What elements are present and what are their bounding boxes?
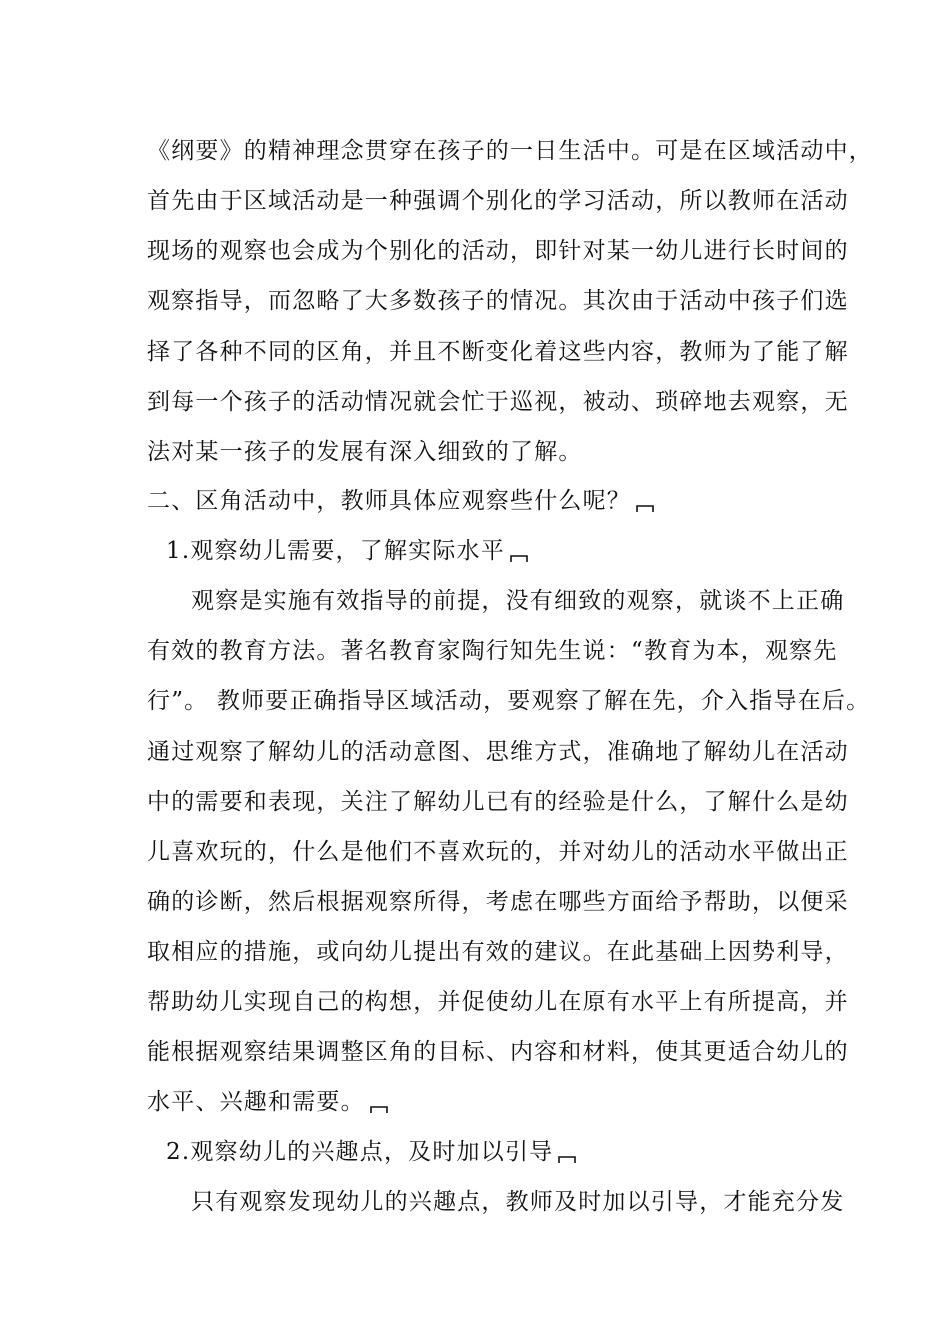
- subheading-2-text: 2.观察幼儿的兴趣点，及时加以引导: [166, 1139, 554, 1165]
- subheading-1: [166, 536, 529, 566]
- text-line-12: 行”。 教师要正确指导区域活动，要观察了解在先，介入指导在后。: [147, 688, 871, 714]
- subheading-1-text: 1.观察幼儿需要，了解实际水平: [166, 538, 505, 564]
- text-line-16: 确的诊断，然后根据观察所得，考虑在哪些方面给予帮助，以便采: [147, 889, 849, 915]
- text-line-5: 择了各种不同的区角，并且不断变化着这些内容，教师为了能了解: [147, 339, 849, 365]
- text-line-14: 中的需要和表现，关注了解幼儿已有的经验是什么，了解什么是幼: [147, 789, 849, 815]
- text-line-20-text: 水平、兴趣和需要。: [147, 1089, 365, 1115]
- text-line-20: [147, 1087, 389, 1117]
- paragraph-mark-icon: [557, 1153, 577, 1163]
- text-line-10: 观察是实施有效指导的前提，没有细致的观察，就谈不上正确: [191, 588, 845, 614]
- subheading-2: [166, 1137, 577, 1167]
- text-line-15: 儿喜欢玩的，什么是他们不喜欢玩的，并对幼儿的活动水平做出正: [147, 839, 849, 865]
- text-line-13: 通过观察了解幼儿的活动意图、思维方式，准确地了解幼儿在活动: [147, 739, 849, 765]
- text-line-22: 只有观察发现幼儿的兴趣点，教师及时加以引导，才能充分发: [191, 1189, 845, 1215]
- text-line-4: 观察指导，而忽略了大多数孩子的情况。其次由于活动中孩子们选: [147, 288, 849, 314]
- section-heading-text: 二、区角活动中，教师具体应观察些什么呢？: [147, 488, 631, 514]
- text-line-11: 有效的教育方法。著名教育家陶行知先生说：“教育为本，观察先: [147, 638, 838, 664]
- paragraph-mark-icon: [635, 502, 655, 512]
- paragraph-mark-icon: [369, 1103, 389, 1113]
- text-line-3: 现场的观察也会成为个别化的活动，即针对某一幼儿进行长时间的: [147, 238, 849, 264]
- text-line-6: 到每一个孩子的活动情况就会忙于巡视，被动、琐碎地去观察，无: [147, 389, 849, 415]
- text-line-2: 首先由于区域活动是一种强调个别化的学习活动，所以教师在活动: [147, 188, 849, 214]
- text-line-17: 取相应的措施，或向幼儿提出有效的建议。在此基础上因势利导，: [147, 939, 849, 965]
- section-heading: [147, 486, 655, 516]
- paragraph-mark-icon: [509, 552, 529, 562]
- text-line-7: 法对某一孩子的发展有深入细致的了解。: [147, 439, 583, 465]
- text-line-18: 帮助幼儿实现自己的构想，并促使幼儿在原有水平上有所提高，并: [147, 989, 849, 1015]
- text-line-1: 《纲要》的精神理念贯穿在孩子的一日生活中。可是在区域活动中，: [147, 138, 873, 164]
- text-line-19: 能根据观察结果调整区角的目标、内容和材料，使其更适合幼儿的: [147, 1039, 849, 1065]
